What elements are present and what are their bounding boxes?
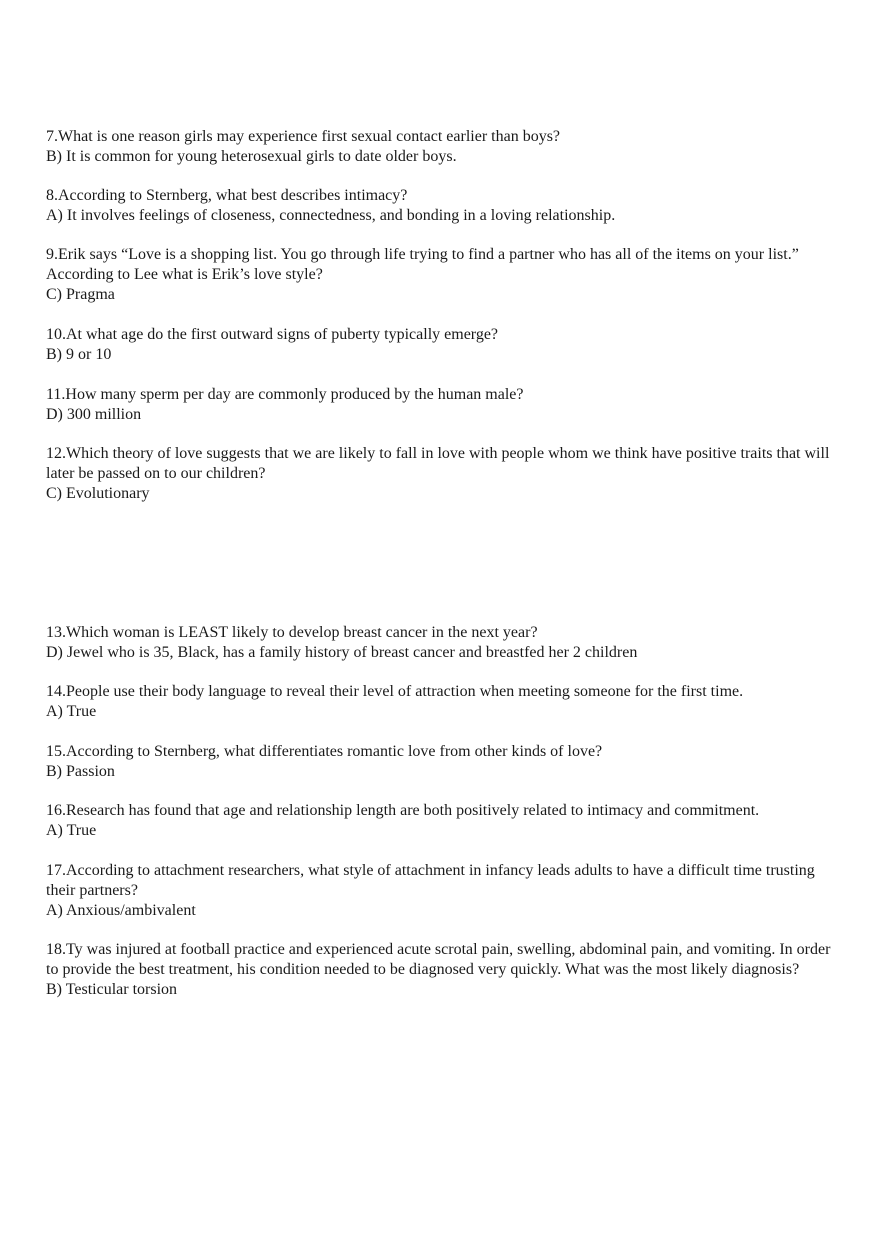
question-text: 16.Research has found that age and relationship length are both positively related to intimacy and commitment. xyxy=(46,802,760,819)
qa-item-13 xyxy=(46,623,841,663)
qa-item-12 xyxy=(46,444,841,504)
answer-text: B) Passion xyxy=(46,763,115,780)
qa-item-9 xyxy=(46,245,841,305)
question-text: 14.People use their body language to reveal their level of attraction when meeting someone for the first time. xyxy=(46,683,744,700)
answer-text: A) True xyxy=(46,703,97,720)
question-text: 7.What is one reason girls may experience first sexual contact earlier than boys? xyxy=(46,128,561,145)
question-text: 15.According to Sternberg, what differentiates romantic love from other kinds of love? xyxy=(46,743,603,760)
question-text: 18.Ty was injured at football practice and experienced acute scrotal pain, swelling, abdominal pain, and vomiting. In order to provide the best treatment, his condition needed to be diagnosed very quickly. What was the most likely diagnosis? xyxy=(46,941,831,978)
question-text: 10.At what age do the first outward signs of puberty typically emerge? xyxy=(46,326,499,343)
answer-text: D) Jewel who is 35, Black, has a family history of breast cancer and breastfed her 2 children xyxy=(46,644,638,661)
question-text: 8.According to Sternberg, what best describes intimacy? xyxy=(46,187,408,204)
qa-item-18 xyxy=(46,940,841,1000)
answer-text: B) Testicular torsion xyxy=(46,981,178,998)
answer-text: C) Pragma xyxy=(46,286,115,303)
answer-text: D) 300 million xyxy=(46,406,142,423)
answer-text: C) Evolutionary xyxy=(46,485,150,502)
qa-item-7 xyxy=(46,127,841,167)
answer-text: A) True xyxy=(46,822,97,839)
question-text: 11.How many sperm per day are commonly produced by the human male? xyxy=(46,386,524,403)
answer-text: A) It involves feelings of closeness, connectedness, and bonding in a loving relationship. xyxy=(46,207,616,224)
answer-text: B) It is common for young heterosexual girls to date older boys. xyxy=(46,148,457,165)
qa-item-8 xyxy=(46,186,841,226)
qa-item-17 xyxy=(46,861,841,921)
question-text: 9.Erik says “Love is a shopping list. You go through life trying to find a partner who has all of the items on your list.” According to Lee what is Erik’s love style? xyxy=(46,246,799,283)
qa-item-11 xyxy=(46,385,841,425)
qa-item-10 xyxy=(46,325,841,365)
question-text: 13.Which woman is LEAST likely to develop breast cancer in the next year? xyxy=(46,624,538,641)
qa-item-15 xyxy=(46,742,841,782)
answer-text: A) Anxious/ambivalent xyxy=(46,902,196,919)
qa-item-14 xyxy=(46,682,841,722)
qa-item-16 xyxy=(46,801,841,841)
answer-text: B) 9 or 10 xyxy=(46,346,112,363)
question-text: 17.According to attachment researchers, what style of attachment in infancy leads adults to have a difficult time trusting their partners? xyxy=(46,862,815,899)
question-text: 12.Which theory of love suggests that we are likely to fall in love with people whom we think have positive traits that will later be passed on to our children? xyxy=(46,445,830,482)
